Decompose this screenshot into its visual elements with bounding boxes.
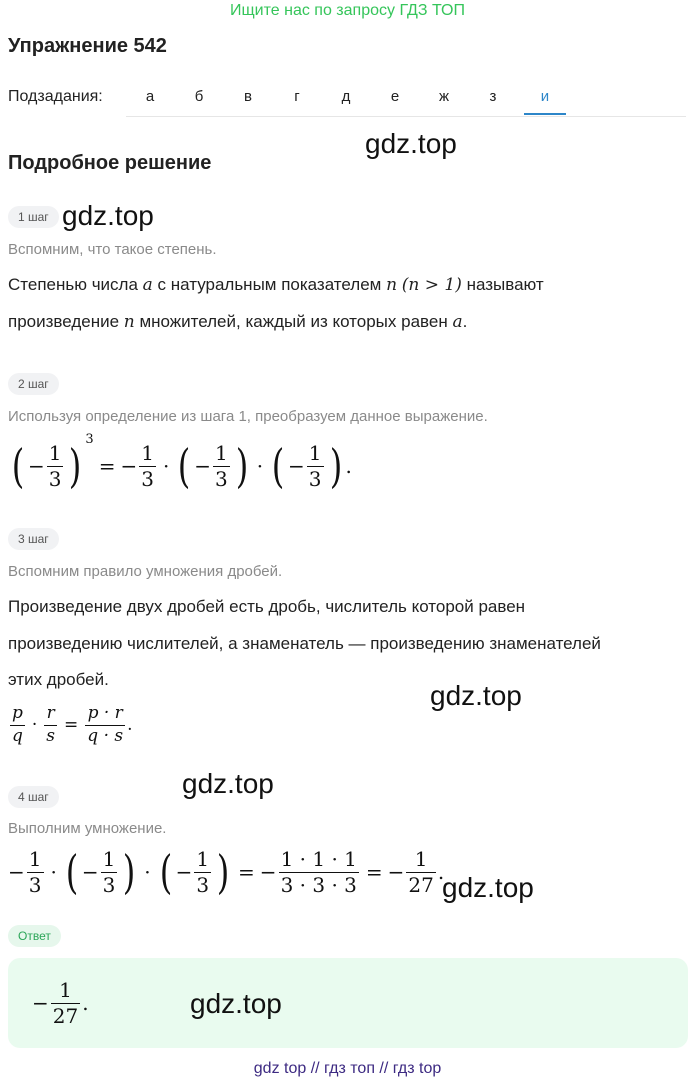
- answer-box: [8, 958, 688, 1048]
- step-1-definition-line-1: Степенью числа a с натуральным показателем n (n > 1) называют: [8, 275, 544, 295]
- subtask-tabs: [126, 80, 686, 117]
- tab-v[interactable]: в: [244, 88, 252, 105]
- tab-i[interactable]: и: [540, 88, 550, 105]
- step-3-hint: Вспомним правило умножения дробей.: [8, 563, 283, 580]
- step-1-definition-line-2: произведение n множителей, каждый из которых равен a.: [8, 312, 468, 332]
- answer-formula: − $\frac{1}{27}$ .: [32, 977, 89, 1028]
- tab-a[interactable]: а: [145, 88, 155, 105]
- subtasks-label: Подзадания:: [8, 88, 103, 105]
- watermark: gdz.top: [182, 768, 274, 799]
- watermark: gdz.top: [430, 680, 522, 711]
- active-tab-indicator: [524, 113, 566, 115]
- tab-z[interactable]: з: [489, 88, 497, 105]
- step-3-rule-line-2: произведению числителей, а знаменатель — произведению знаменателей: [8, 634, 601, 653]
- tab-b[interactable]: б: [194, 88, 204, 105]
- tab-d[interactable]: д: [341, 88, 351, 105]
- step-2-hint: Используя определение из шага 1, преобразуем данное выражение.: [8, 408, 488, 425]
- step-4-formula: − $\frac{1}{3}$ · ( − $\frac{1}{3}$ ) · ( − $\frac{1}{3}$ ) = − $\frac{1 \cdot 1 \cdot 1}{3 \cdot 3 \cdot 3}$ = − $\frac{1}{27}$ .: [8, 845, 445, 899]
- watermark: gdz.top: [442, 872, 534, 903]
- footer-links[interactable]: gdz top // гдз топ // гдз top: [253, 1060, 442, 1077]
- tab-e[interactable]: е: [390, 88, 400, 105]
- step-2-badge: 2 шаг: [8, 373, 59, 395]
- step-1-hint: Вспомним, что такое степень.: [8, 241, 217, 258]
- step-1-badge: 1 шаг: [8, 206, 59, 228]
- watermark: gdz.top: [190, 988, 282, 1019]
- step-3-rule-line-1: Произведение двух дробей есть дробь, числитель которой равен: [8, 597, 526, 616]
- step-3-formula: $\frac{p}{q}$ · $\frac{r}{s}$ = $\frac{p \cdot r}{q \cdot s}$ .: [12, 702, 133, 746]
- step-4-badge: 4 шаг: [8, 786, 59, 808]
- watermark: gdz.top: [365, 128, 457, 159]
- step-3-rule-line-3: этих дробей.: [8, 670, 109, 689]
- top-banner[interactable]: Ищите нас по запросу ГДЗ ТОП: [230, 2, 465, 19]
- watermark: gdz.top: [62, 200, 154, 231]
- tab-g[interactable]: г: [294, 88, 300, 105]
- step-3-badge: 3 шаг: [8, 528, 59, 550]
- section-title: Подробное решение: [8, 152, 212, 174]
- step-4-hint: Выполним умножение.: [8, 820, 167, 837]
- step-2-formula: ( − $\frac{1}{3}$ ) 3 = − $\frac{1}{3}$ · ( − $\frac{1}{3}$ ) · ( − $\frac{1}{3}$ ) .: [11, 432, 352, 493]
- tab-zh[interactable]: ж: [438, 88, 450, 105]
- exercise-title: Упражнение 542: [8, 35, 167, 57]
- answer-badge: Ответ: [8, 925, 61, 947]
